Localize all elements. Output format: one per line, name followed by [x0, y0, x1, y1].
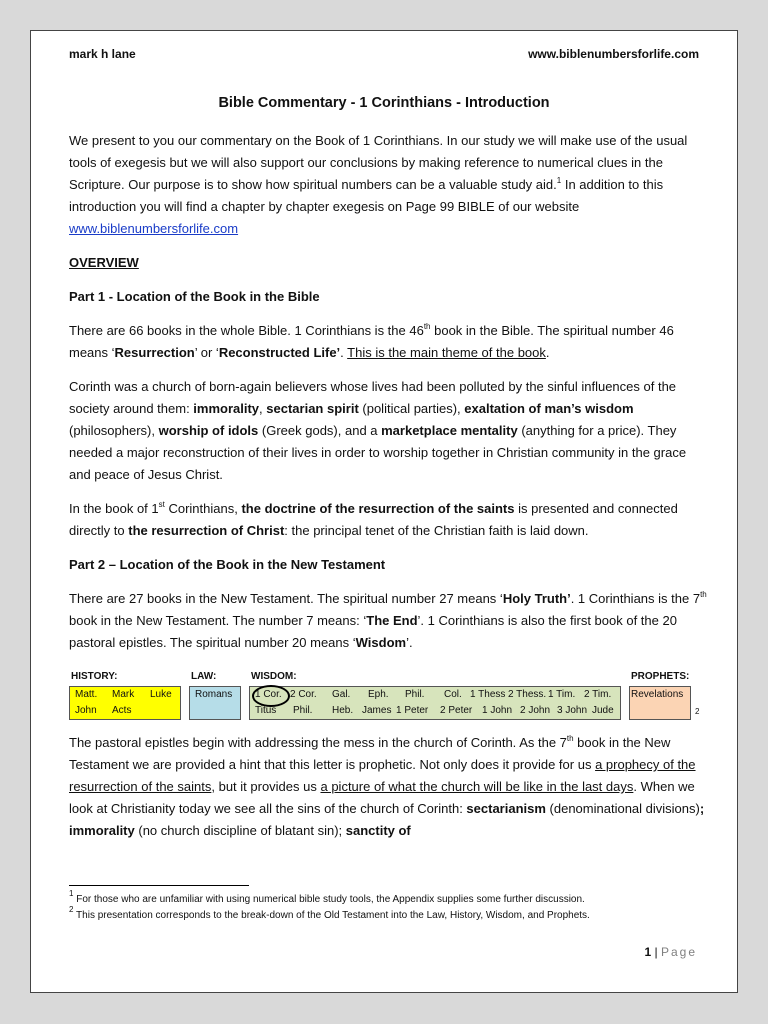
- website-header: www.biblenumbersforlife.com: [528, 47, 699, 61]
- part1-text: There are 66 books in the whole Bible. 1 Corinthians is the 46: [69, 323, 424, 338]
- book-cell: Revelations: [631, 689, 684, 700]
- history-label: HISTORY:: [71, 671, 118, 682]
- book-cell: James: [362, 705, 392, 716]
- law-books-box: [189, 686, 241, 720]
- document-page: [30, 30, 738, 993]
- corinth-text: (philosophers),: [69, 423, 159, 438]
- wisdom-label: WISDOM:: [251, 671, 297, 682]
- immorality-term: immorality: [193, 401, 260, 416]
- part1-text: .: [340, 345, 348, 360]
- corinth-text: (political parties),: [358, 401, 465, 416]
- ordinal-suffix: th: [566, 734, 574, 743]
- footnote-text: This presentation corresponds to the break-down of the Old Testament into the Law, History, Wisdom, and Prophets.: [73, 910, 590, 921]
- part2-text: ’.: [406, 635, 413, 650]
- book-cell: Luke: [150, 689, 172, 700]
- corinth-text: ,: [259, 401, 267, 416]
- page-word: Page: [660, 945, 697, 959]
- pastoral-paragraph: [69, 732, 709, 842]
- prophets-books-box: [629, 686, 691, 720]
- book-cell: 3 John: [557, 705, 588, 716]
- corinth-text: Corinth was a church of born-again believers whose lives had been polluted by the sinful influences of the society around them:: [69, 379, 677, 416]
- pastoral-text: (denominational divisions): [545, 801, 700, 816]
- pastoral-text: (no church discipline of blatant sin);: [134, 823, 346, 838]
- part2-heading: Part 2 – Location of the Book in the New Testament: [69, 557, 386, 572]
- part1-text: .: [545, 345, 550, 360]
- book-cell: 2 Cor.: [290, 689, 317, 700]
- intro-paragraph: [69, 130, 709, 240]
- page-title: Bible Commentary - 1 Corinthians - Introduction: [218, 95, 550, 111]
- pastoral-text: . When we look at Christianity today we see all the sins of the church of Corinth:: [69, 779, 695, 816]
- ordinal-suffix: th: [423, 322, 431, 331]
- footnote-text: For those who are unfamiliar with using numerical bible study tools, the Appendix supplies some further discussion.: [73, 894, 585, 905]
- part2-text: . 1 Corinthians is the 7: [570, 591, 701, 606]
- book-cell: Eph.: [368, 689, 389, 700]
- part2-text: ’. 1 Corinthians is also the first book of the 20 pastoral epistles. The spiritual number 20 means ‘: [69, 613, 677, 650]
- part2-text: There are 27 books in the New Testament. The spiritual number 27 means ‘: [69, 591, 503, 606]
- prophets-label: PROPHETS:: [631, 671, 690, 682]
- website-link[interactable]: www.biblenumbersforlife.com: [69, 221, 239, 236]
- corinth-text: (anything for a price). They needed a major reconstruction of their lives in order to worship together in Christian community in the grace and peace of Jesus Christ.: [69, 423, 687, 482]
- wisdom-term: exaltation of man’s wisdom: [464, 401, 634, 416]
- pastoral-text: book in the New Testament we are provided a hint that this letter is prophetic. Not only does it provide for us: [69, 735, 671, 772]
- book-cell: Col.: [444, 689, 462, 700]
- footnote-number: 2: [69, 905, 74, 914]
- sanctity-term: sanctity of: [345, 823, 411, 838]
- part1-heading: Part 1 - Location of the Book in the Bible: [69, 289, 320, 304]
- book-cell: Romans: [195, 689, 233, 700]
- pastoral-text: , but it provides us: [211, 779, 321, 794]
- part2-text: book in the New Testament. The number 7 means: ‘: [69, 613, 367, 628]
- sectarianism-term: sectarianism: [466, 801, 546, 816]
- idols-term: worship of idols: [158, 423, 259, 438]
- law-label: LAW:: [191, 671, 217, 682]
- book-cell: Phil.: [293, 705, 313, 716]
- resurrection-term: Resurrection: [114, 345, 195, 360]
- doctrine-text: : the principal tenet of the Christian faith is laid down.: [284, 523, 589, 538]
- book-cell: Phil.: [405, 689, 425, 700]
- book-cell: 1 Peter: [396, 705, 429, 716]
- footnote-1: [69, 889, 709, 906]
- book-cell: Heb.: [332, 705, 354, 716]
- ordinal-suffix: st: [158, 500, 165, 509]
- doctrine-paragraph: [69, 498, 709, 542]
- wisdom-word: Wisdom: [355, 635, 407, 650]
- document-body: [69, 130, 709, 854]
- book-cell: 1 Thess: [470, 689, 506, 700]
- intro-text-2: In addition to this introduction you will find a chapter by chapter exegesis on Page 99 BIBLE of our website: [69, 177, 664, 214]
- sectarian-term: sectarian spirit: [266, 401, 359, 416]
- part1-text: ’ or ‘: [194, 345, 219, 360]
- church-picture-text: a picture of what the church will be like in the last days: [320, 779, 634, 794]
- doctrine-term: the doctrine of the resurrection of the saints: [241, 501, 515, 516]
- book-category-labels: [69, 666, 709, 686]
- part1-text: book in the Bible. The spiritual number 46 means ‘: [69, 323, 674, 360]
- new-testament-book-grid: Matt. Mark Luke John Acts Romans 1 Cor. 2 Cor. Gal. Eph. Phil. Col. 1 Thess 2 Thess. 1 Tim. 2 Tim. Titus Phil. Heb. James 1 Peter 2 Peter 1 John 2 John 3 John Jude Revelations 2: [69, 686, 709, 722]
- corinth-text: (Greek gods), and a: [258, 423, 382, 438]
- footnote-separator: [69, 885, 249, 886]
- book-cell: John: [75, 705, 97, 716]
- book-cell: 1 Tim.: [548, 689, 576, 700]
- book-cell: Titus: [255, 705, 277, 716]
- part2-paragraph: [69, 588, 709, 654]
- page-number: [644, 945, 697, 959]
- book-cell: Mark: [112, 689, 135, 700]
- doctrine-text: is presented and connected directly to: [69, 501, 678, 538]
- footnote-number: 1: [69, 889, 74, 898]
- the-end-term: The End: [366, 613, 418, 628]
- resurrection-of-christ-term: the resurrection of Christ: [128, 523, 285, 538]
- holy-truth-term: Holy Truth’: [502, 591, 571, 606]
- part1-paragraph: [69, 320, 709, 364]
- footnote-ref-1[interactable]: 1: [556, 176, 562, 185]
- page-separator: |: [651, 945, 661, 959]
- footnote-2: [69, 905, 709, 922]
- corinth-paragraph: [69, 376, 709, 486]
- book-cell: Matt.: [75, 689, 98, 700]
- main-theme-text: This is the main theme of the book: [347, 345, 546, 360]
- doctrine-text: Corinthians,: [164, 501, 242, 516]
- doctrine-text: In the book of 1: [69, 501, 159, 516]
- ordinal-suffix: th: [700, 590, 707, 599]
- marketplace-term: marketplace mentality: [381, 423, 518, 438]
- book-cell: Jude: [592, 705, 614, 716]
- book-cell: 1 John: [482, 705, 513, 716]
- book-cell-1-corinthians: 1 Cor.: [255, 689, 282, 700]
- book-cell: 2 Peter: [440, 705, 473, 716]
- author-name: mark h lane: [69, 47, 136, 61]
- overview-heading: OVERVIEW: [69, 255, 139, 270]
- book-cell: Acts: [112, 705, 132, 716]
- book-cell: Gal.: [332, 689, 351, 700]
- book-cell: 2 Thess.: [508, 689, 547, 700]
- book-cell: 2 Tim.: [584, 689, 612, 700]
- immorality-term: ; immorality: [69, 801, 705, 838]
- prophecy-text: a prophecy of the resurrection of the saints: [69, 757, 696, 794]
- pastoral-text: The pastoral epistles begin with addressing the mess in the church of Corinth. As the 7: [69, 735, 567, 750]
- wisdom-books-box: [249, 686, 621, 720]
- page-number-value: 1: [644, 945, 652, 959]
- reconstructed-life-term: Reconstructed Life’: [218, 345, 341, 360]
- intro-text: We present to you our commentary on the Book of 1 Corinthians. In our study we will make use of the usual tools of exegesis but we will also support our conclusions by making reference to numerical clues in the Scripture. Our purpose is to show how spiritual numbers can be a valuable study aid.: [69, 133, 688, 192]
- book-cell: 2 John: [520, 705, 551, 716]
- history-books-box: [69, 686, 181, 720]
